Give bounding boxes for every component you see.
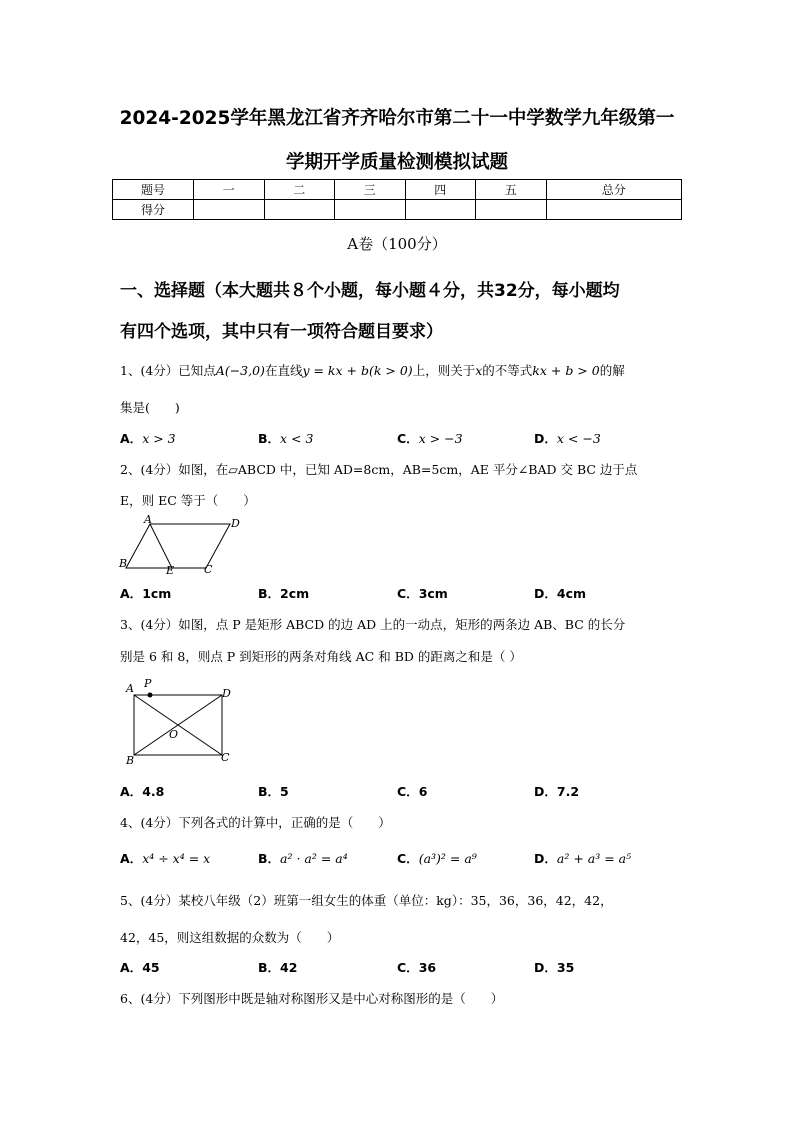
score-cell[interactable] <box>405 200 476 220</box>
q5-option-b[interactable] <box>258 958 297 976</box>
label-a: A <box>144 513 152 526</box>
score-cell[interactable] <box>264 200 335 220</box>
q2-option-a[interactable] <box>120 584 171 602</box>
score-header-cell: 一 <box>194 180 265 200</box>
option-label: C． <box>397 431 419 446</box>
question-1-text: 的不等式 <box>482 363 533 378</box>
label-c: C <box>221 751 230 764</box>
option-label: C． <box>397 851 419 866</box>
option-label: D． <box>534 431 557 446</box>
label-b: B <box>119 557 128 570</box>
label-e: E <box>166 564 175 577</box>
section1-heading-line2: 有四个选项，其中只有一项符合题目要求） <box>120 322 443 342</box>
q4-option-c[interactable] <box>397 849 477 867</box>
option-label: D． <box>534 960 557 975</box>
q1-option-b[interactable] <box>258 429 313 447</box>
parallelogram-shape <box>126 524 230 568</box>
option-text: x < −3 <box>556 431 601 446</box>
option-label: C． <box>397 784 419 799</box>
question-1-line2: 集是( ) <box>120 400 180 415</box>
option-text: 2cm <box>280 586 310 601</box>
score-header-cell: 总分 <box>546 180 682 200</box>
score-cell[interactable] <box>476 200 547 220</box>
q3-option-b[interactable] <box>258 782 289 800</box>
option-text: x > 3 <box>142 431 176 446</box>
question-2-line1: 2、(4分）如图，在▱ABCD 中，已知 AD=8cm，AB=5cm，AE 平分∠BAD 交 BC 边于点 <box>120 462 638 477</box>
option-text: 42 <box>280 960 298 975</box>
option-text: 4.8 <box>142 784 165 799</box>
option-label: C． <box>397 586 419 601</box>
q3-option-d[interactable] <box>534 782 579 800</box>
option-label: A． <box>120 586 143 601</box>
q2-option-d[interactable] <box>534 584 586 602</box>
option-label: B． <box>258 960 281 975</box>
option-label: C． <box>397 960 419 975</box>
math-inequality: kx + b > 0 <box>532 363 600 378</box>
q1-option-a[interactable] <box>120 429 176 447</box>
label-a: A <box>126 682 134 695</box>
option-label: B． <box>258 851 281 866</box>
q4-option-a[interactable] <box>120 849 210 867</box>
label-p: P <box>144 677 152 690</box>
score-row-label: 得分 <box>113 200 194 220</box>
label-d: D <box>222 687 231 700</box>
score-table-score-row <box>113 200 682 220</box>
question-4-line1: 4、(4分）下列各式的计算中，正确的是（ ） <box>120 815 391 830</box>
option-label: A． <box>120 784 143 799</box>
option-text: 1cm <box>142 586 172 601</box>
q1-option-c[interactable] <box>397 429 463 447</box>
option-text: 4cm <box>556 586 587 601</box>
question-3-line1: 3、(4分）如图，点 P 是矩形 ABCD 的边 AD 上的一动点，矩形的两条边 AB、BC 的长分 <box>120 617 626 632</box>
option-text: x > −3 <box>418 431 463 446</box>
question-5-line2: 42，45，则这组数据的众数为（ ） <box>120 930 340 945</box>
option-text: 5 <box>280 784 289 799</box>
option-label: B． <box>258 586 281 601</box>
score-header-cell: 三 <box>335 180 406 200</box>
score-header-cell: 题号 <box>113 180 194 200</box>
parallelogram-figure <box>118 515 243 575</box>
score-header-cell: 五 <box>476 180 547 200</box>
score-cell[interactable] <box>546 200 682 220</box>
section1-heading-line1: 一、选择题（本大题共８个小题，每小题４分，共32分，每小题均 <box>120 281 620 301</box>
question-1-line1 <box>120 361 625 379</box>
q4-option-d[interactable] <box>534 849 631 867</box>
question-6-line1: 6、(4分）下列图形中既是轴对称图形又是中心对称图形的是（ ） <box>120 991 504 1006</box>
option-text: 3cm <box>418 586 448 601</box>
option-label: B． <box>258 784 281 799</box>
q5-option-c[interactable] <box>397 958 436 976</box>
q2-option-c[interactable] <box>397 584 448 602</box>
exam-title-line1: 2024-2025学年黑龙江省齐齐哈尔市第二十一中学数学九年级第一 <box>119 108 675 129</box>
exam-title-line2: 学期开学质量检测模拟试题 <box>285 152 508 173</box>
q5-option-a[interactable] <box>120 958 160 976</box>
label-c: C <box>204 563 213 576</box>
option-label: D． <box>534 851 557 866</box>
math-line-equation: y = kx + b(k > 0) <box>302 363 413 378</box>
option-text: x < 3 <box>280 431 314 446</box>
option-label: D． <box>534 586 557 601</box>
score-table-header-row <box>113 180 682 200</box>
option-label: A． <box>120 851 143 866</box>
option-label: A． <box>120 431 143 446</box>
label-d: D <box>231 517 240 530</box>
label-o: O <box>169 728 179 741</box>
option-text: 36 <box>418 960 437 975</box>
score-table <box>112 179 682 220</box>
option-text: 7.2 <box>556 784 580 799</box>
option-label: D． <box>534 784 557 799</box>
math-variable-x: x <box>475 363 483 378</box>
q4-option-b[interactable] <box>258 849 348 867</box>
score-cell[interactable] <box>194 200 265 220</box>
point-p <box>148 693 153 698</box>
question-5-line1: 5、(4分）某校八年级（2）班第一组女生的体重（单位：kg）：35，36，36，42，42， <box>120 893 613 908</box>
question-1-text: 在直线 <box>264 363 303 378</box>
q5-option-d[interactable] <box>534 958 574 976</box>
rectangle-figure <box>122 675 242 770</box>
option-label: A． <box>120 960 143 975</box>
option-text: a² + a³ = a⁵ <box>556 851 632 866</box>
question-1-text: 的解 <box>599 363 625 378</box>
q1-option-d[interactable] <box>534 429 601 447</box>
paper-a-heading: A卷（100分） <box>347 235 447 253</box>
question-1-text: 1、(4分）已知点 <box>120 363 216 378</box>
q2-option-b[interactable] <box>258 584 309 602</box>
q3-option-a[interactable] <box>120 782 164 800</box>
option-text: 45 <box>142 960 160 975</box>
option-text: x⁴ ÷ x⁴ = x <box>142 851 211 866</box>
option-text: (a³)² = a⁹ <box>418 851 477 866</box>
score-header-cell: 四 <box>405 180 476 200</box>
score-header-cell: 二 <box>264 180 335 200</box>
option-text: a² · a² = a⁴ <box>280 851 348 866</box>
question-1-text: 上，则关于 <box>412 363 476 378</box>
bisector-ae <box>150 524 172 568</box>
option-label: B． <box>258 431 281 446</box>
math-point-a: A(−3,0) <box>215 363 265 378</box>
option-text: 6 <box>418 784 428 799</box>
score-cell[interactable] <box>335 200 406 220</box>
q3-option-c[interactable] <box>397 782 427 800</box>
question-3-line2: 别是 6 和 8，则点 P 到矩形的两条对角线 AC 和 BD 的距离之和是（ ） <box>120 649 522 664</box>
label-b: B <box>126 754 135 767</box>
question-2-line2: E，则 EC 等于（ ） <box>120 493 256 508</box>
option-text: 35 <box>556 960 575 975</box>
